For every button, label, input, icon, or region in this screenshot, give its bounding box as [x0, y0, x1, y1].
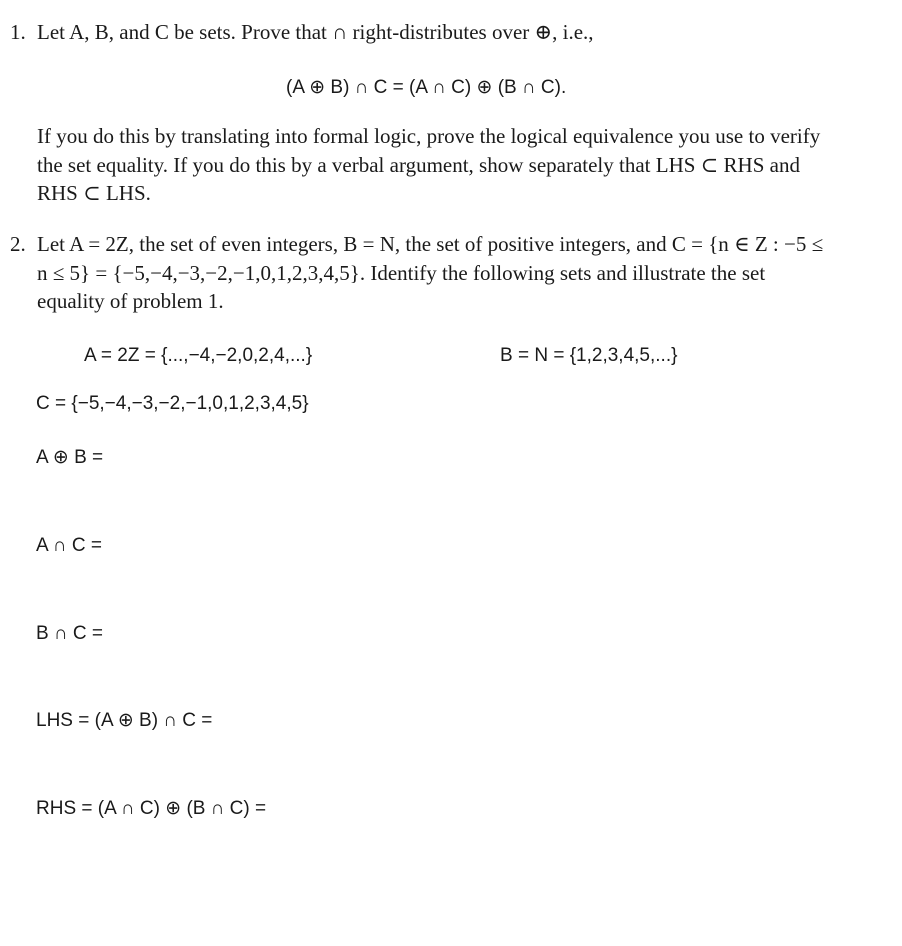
rhs-prompt: RHS = (A ∩ C) ⊕ (B ∩ C) =	[36, 798, 267, 819]
set-b-definition: B = N = {1,2,3,4,5,...}	[500, 345, 678, 366]
problem-2-number: 2.	[10, 232, 26, 256]
problem-1-statement: Let A, B, and C be sets. Prove that ∩ right-distributes over ⊕, i.e.,	[37, 20, 594, 44]
problem-1-instructions: If you do this by translating into formal logic, prove the logical equivalence you use to verify the set equality. If you do this by a verbal argument, show separately that LHS ⊂ RHS and RHS ⊂ LHS.	[37, 124, 821, 205]
a-cap-c-prompt: A ∩ C =	[36, 535, 102, 556]
set-a-definition: A = 2Z = {...,−4,−2,0,2,4,...}	[84, 345, 313, 366]
problem-1-equation: (A ⊕ B) ∩ C = (A ∩ C) ⊕ (B ∩ C).	[286, 77, 567, 98]
a-xor-b-prompt: A ⊕ B =	[36, 447, 104, 468]
problem-2-statement: Let A = 2Z, the set of even integers, B = N, the set of positive integers, and C = {n ∈ Z : −5 ≤ n ≤ 5} = {−5,−4,−3,−2,−1,0,1,2,3,4,5}. Identify the following sets and illustrate the set equality of problem 1.	[37, 232, 824, 313]
set-c-definition: C = {−5,−4,−3,−2,−1,0,1,2,3,4,5}	[36, 393, 309, 414]
lhs-prompt: LHS = (A ⊕ B) ∩ C =	[36, 710, 213, 731]
b-cap-c-prompt: B ∩ C =	[36, 623, 103, 644]
problem-1-number: 1.	[10, 20, 26, 44]
